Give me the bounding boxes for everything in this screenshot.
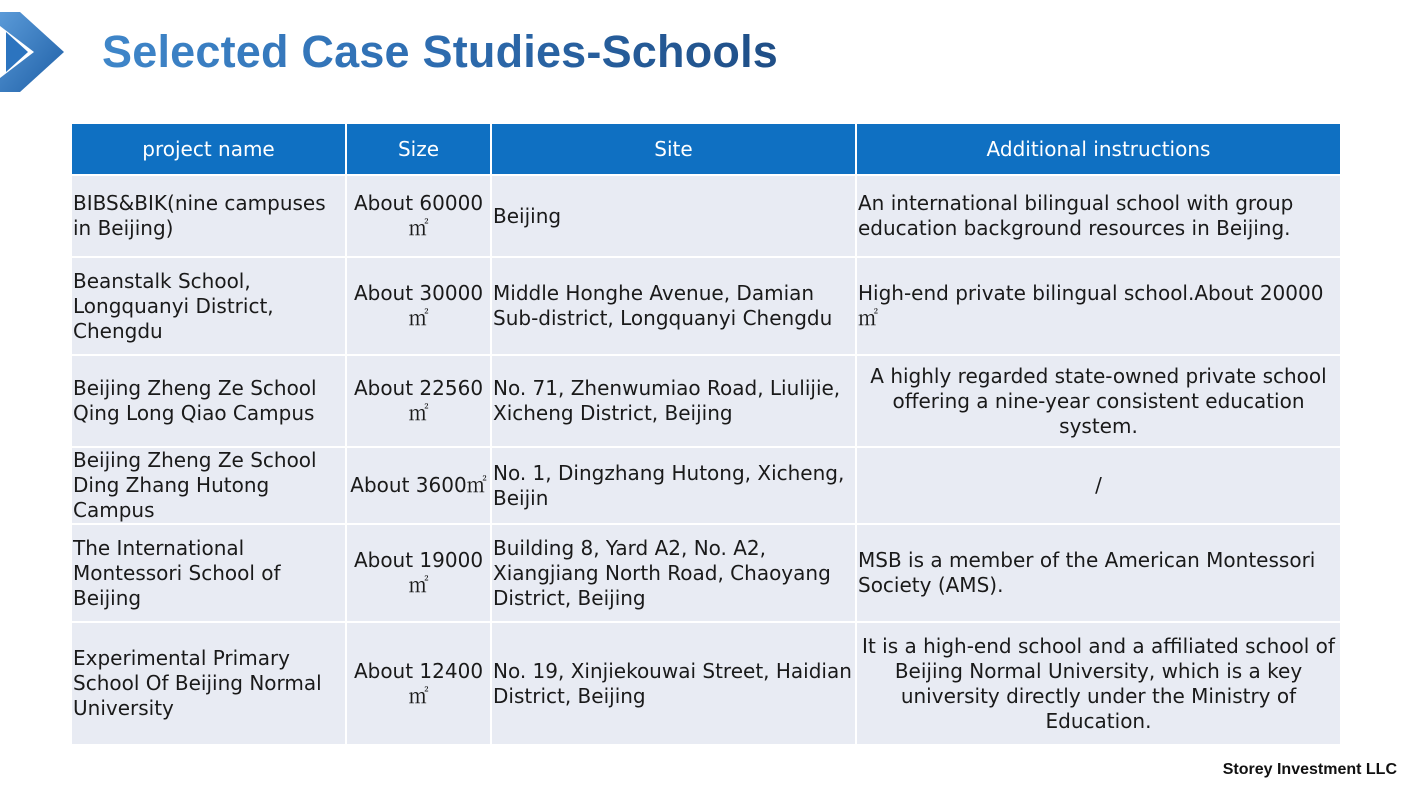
- cell-size: About 19000 ㎡: [346, 524, 491, 622]
- cell-site: No. 1, Dingzhang Hutong, Xicheng, Beijin: [491, 447, 856, 524]
- cell-instructions: /: [856, 447, 1340, 524]
- cell-instructions: An international bilingual school with group education background resources in Beijing.: [856, 175, 1340, 257]
- cell-instructions: MSB is a member of the American Montessori Society (AMS).: [856, 524, 1340, 622]
- table-row: [72, 355, 1340, 447]
- cell-site: Beijing: [491, 175, 856, 257]
- cell-size: About 22560 ㎡: [346, 355, 491, 447]
- table-row: [72, 447, 1340, 524]
- table-row: [72, 622, 1340, 744]
- cell-size: About 3600㎡: [346, 447, 491, 524]
- cell-project-name: Beijing Zheng Ze School Ding Zhang Hutong Campus: [72, 447, 346, 524]
- cell-site: Building 8, Yard A2, No. A2, Xiangjiang North Road, Chaoyang District, Beijing: [491, 524, 856, 622]
- header-site: Site: [491, 124, 856, 175]
- cell-instructions: It is a high-end school and a affiliated school of Beijing Normal University, which is a key university directly under the Ministry of Education.: [856, 622, 1340, 744]
- page-title: Selected Case Studies-Schools: [102, 26, 779, 77]
- cell-instructions: High-end private bilingual school.About 20000㎡: [856, 257, 1340, 355]
- table-header-row: [72, 124, 1340, 175]
- cell-project-name: Beijing Zheng Ze School Qing Long Qiao Campus: [72, 355, 346, 447]
- cell-project-name: Beanstalk School, Longquanyi District, Chengdu: [72, 257, 346, 355]
- cell-site: No. 71, Zhenwumiao Road, Liulijie, Xicheng District, Beijing: [491, 355, 856, 447]
- header-project-name: project name: [72, 124, 346, 175]
- header-additional-instructions: Additional instructions: [856, 124, 1340, 175]
- cell-size: About 12400 ㎡: [346, 622, 491, 744]
- cell-project-name: BIBS&BIK(nine campuses in Beijing): [72, 175, 346, 257]
- table-row: [72, 175, 1340, 257]
- table-row: [72, 257, 1340, 355]
- cell-site: No. 19, Xinjiekouwai Street, Haidian District, Beijing: [491, 622, 856, 744]
- chevron-logo-icon: [0, 8, 70, 96]
- cell-project-name: Experimental Primary School Of Beijing Normal University: [72, 622, 346, 744]
- cell-project-name: The International Montessori School of Beijing: [72, 524, 346, 622]
- header-size: Size: [346, 124, 491, 175]
- cell-instructions: A highly regarded state-owned private school offering a nine-year consistent education system.: [856, 355, 1340, 447]
- cell-site: Middle Honghe Avenue, Damian Sub-district, Longquanyi Chengdu: [491, 257, 856, 355]
- case-studies-table: [72, 124, 1340, 744]
- cell-size: About 60000 ㎡: [346, 175, 491, 257]
- footer-company-name: Storey Investment LLC: [1222, 761, 1397, 778]
- table-row: [72, 524, 1340, 622]
- cell-size: About 30000 ㎡: [346, 257, 491, 355]
